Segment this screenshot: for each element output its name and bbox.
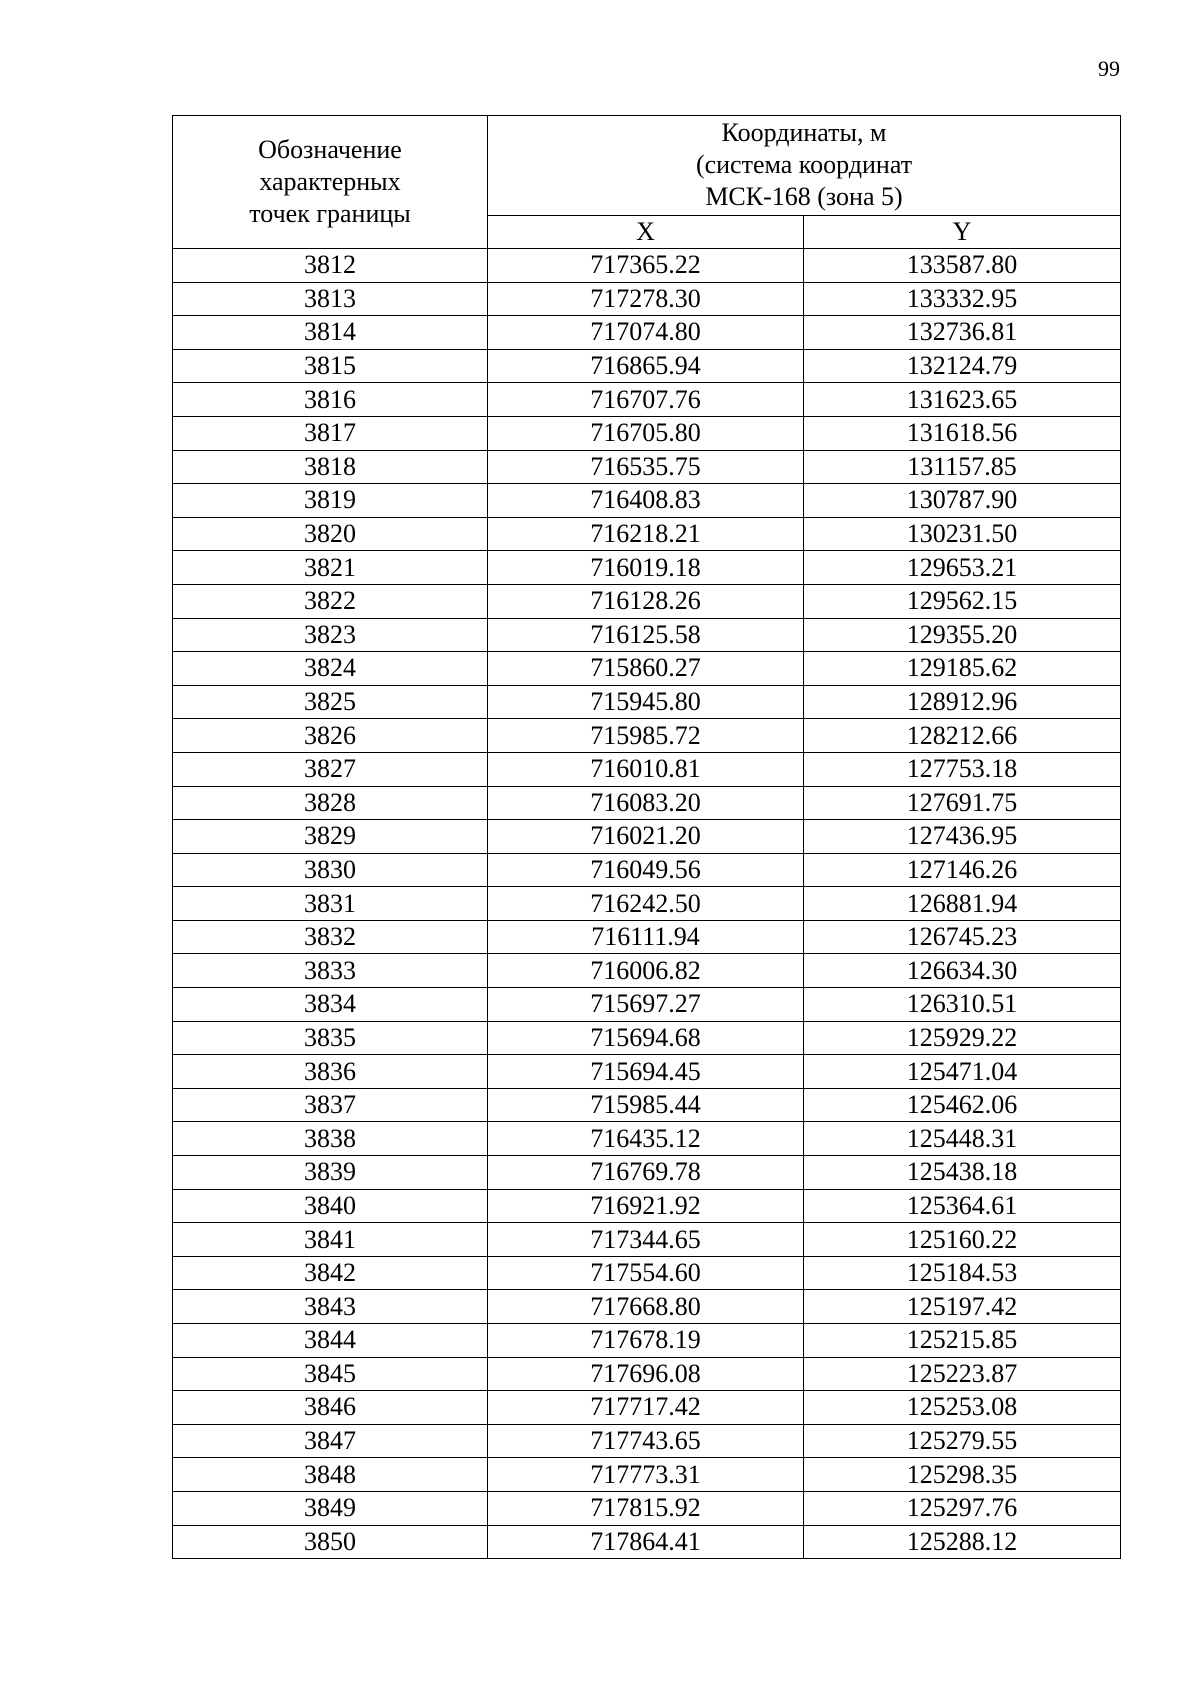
cell-x: 716218.21 bbox=[488, 517, 804, 551]
cell-x: 716435.12 bbox=[488, 1122, 804, 1156]
table-row bbox=[173, 786, 1121, 820]
cell-point: 3845 bbox=[173, 1357, 488, 1391]
cell-y: 125929.22 bbox=[804, 1021, 1121, 1055]
table-row bbox=[173, 1021, 1121, 1055]
cell-point: 3846 bbox=[173, 1391, 488, 1425]
cell-point: 3832 bbox=[173, 920, 488, 954]
cell-y: 125448.31 bbox=[804, 1122, 1121, 1156]
cell-point: 3816 bbox=[173, 383, 488, 417]
table-row bbox=[173, 551, 1121, 585]
cell-x: 715694.68 bbox=[488, 1021, 804, 1055]
cell-x: 717678.19 bbox=[488, 1324, 804, 1358]
table-row bbox=[173, 1088, 1121, 1122]
table-row bbox=[173, 685, 1121, 719]
cell-point: 3815 bbox=[173, 349, 488, 383]
table-row bbox=[173, 1055, 1121, 1089]
cell-x: 717344.65 bbox=[488, 1223, 804, 1257]
cell-x: 715985.44 bbox=[488, 1088, 804, 1122]
cell-x: 717696.08 bbox=[488, 1357, 804, 1391]
cell-x: 717668.80 bbox=[488, 1290, 804, 1324]
cell-point: 3849 bbox=[173, 1491, 488, 1525]
table-row bbox=[173, 752, 1121, 786]
table-row bbox=[173, 1156, 1121, 1190]
cell-x: 716865.94 bbox=[488, 349, 804, 383]
cell-y: 125184.53 bbox=[804, 1256, 1121, 1290]
cell-point: 3836 bbox=[173, 1055, 488, 1089]
table-row bbox=[173, 820, 1121, 854]
cell-y: 131618.56 bbox=[804, 416, 1121, 450]
cell-y: 129562.15 bbox=[804, 584, 1121, 618]
cell-y: 133332.95 bbox=[804, 282, 1121, 316]
cell-x: 716408.83 bbox=[488, 484, 804, 518]
cell-point: 3825 bbox=[173, 685, 488, 719]
cell-point: 3819 bbox=[173, 484, 488, 518]
table-header bbox=[173, 116, 1121, 249]
cell-y: 127436.95 bbox=[804, 820, 1121, 854]
table-row bbox=[173, 316, 1121, 350]
table-row bbox=[173, 920, 1121, 954]
cell-x: 717717.42 bbox=[488, 1391, 804, 1425]
cell-y: 125288.12 bbox=[804, 1525, 1121, 1559]
cell-point: 3841 bbox=[173, 1223, 488, 1257]
header-coords-line-2: (система координат bbox=[695, 150, 913, 180]
cell-x: 716021.20 bbox=[488, 820, 804, 854]
cell-x: 717743.65 bbox=[488, 1424, 804, 1458]
cell-point: 3814 bbox=[173, 316, 488, 350]
cell-point: 3847 bbox=[173, 1424, 488, 1458]
table-row bbox=[173, 282, 1121, 316]
table-row bbox=[173, 1491, 1121, 1525]
cell-x: 715694.45 bbox=[488, 1055, 804, 1089]
table-row bbox=[173, 584, 1121, 618]
cell-x: 716705.80 bbox=[488, 416, 804, 450]
cell-x: 715945.80 bbox=[488, 685, 804, 719]
cell-point: 3823 bbox=[173, 618, 488, 652]
cell-x: 717074.80 bbox=[488, 316, 804, 350]
cell-x: 717278.30 bbox=[488, 282, 804, 316]
cell-x: 716019.18 bbox=[488, 551, 804, 585]
cell-y: 126634.30 bbox=[804, 954, 1121, 988]
table-row bbox=[173, 484, 1121, 518]
cell-point: 3817 bbox=[173, 416, 488, 450]
cell-x: 716242.50 bbox=[488, 887, 804, 921]
cell-point: 3818 bbox=[173, 450, 488, 484]
header-coordinates bbox=[488, 116, 1121, 216]
cell-x: 715985.72 bbox=[488, 719, 804, 753]
cell-y: 129355.20 bbox=[804, 618, 1121, 652]
cell-y: 131623.65 bbox=[804, 383, 1121, 417]
cell-y: 125471.04 bbox=[804, 1055, 1121, 1089]
table-row bbox=[173, 618, 1121, 652]
header-coords-line-1: Координаты, м bbox=[721, 118, 887, 148]
table-row bbox=[173, 1357, 1121, 1391]
cell-point: 3828 bbox=[173, 786, 488, 820]
cell-x: 716125.58 bbox=[488, 618, 804, 652]
table-row bbox=[173, 954, 1121, 988]
table-row bbox=[173, 1223, 1121, 1257]
table-row bbox=[173, 988, 1121, 1022]
cell-x: 716535.75 bbox=[488, 450, 804, 484]
table-row bbox=[173, 719, 1121, 753]
cell-x: 717815.92 bbox=[488, 1491, 804, 1525]
table-row bbox=[173, 1324, 1121, 1358]
cell-y: 129653.21 bbox=[804, 551, 1121, 585]
table-row bbox=[173, 1525, 1121, 1559]
cell-y: 133587.80 bbox=[804, 249, 1121, 283]
header-coords-line-3: МСК-168 (зона 5) bbox=[705, 182, 903, 212]
cell-point: 3822 bbox=[173, 584, 488, 618]
cell-y: 128212.66 bbox=[804, 719, 1121, 753]
cell-y: 129185.62 bbox=[804, 652, 1121, 686]
cell-point: 3827 bbox=[173, 752, 488, 786]
cell-y: 126310.51 bbox=[804, 988, 1121, 1022]
table-row bbox=[173, 853, 1121, 887]
header-designation-line-1: Обозначение bbox=[258, 135, 402, 164]
table-row bbox=[173, 652, 1121, 686]
header-x: X bbox=[488, 215, 804, 248]
cell-y: 125223.87 bbox=[804, 1357, 1121, 1391]
cell-x: 716769.78 bbox=[488, 1156, 804, 1190]
cell-y: 125462.06 bbox=[804, 1088, 1121, 1122]
cell-point: 3844 bbox=[173, 1324, 488, 1358]
coordinates-table bbox=[172, 115, 1121, 1559]
cell-y: 127753.18 bbox=[804, 752, 1121, 786]
cell-y: 126745.23 bbox=[804, 920, 1121, 954]
cell-point: 3830 bbox=[173, 853, 488, 887]
cell-y: 125438.18 bbox=[804, 1156, 1121, 1190]
cell-x: 716010.81 bbox=[488, 752, 804, 786]
cell-y: 125160.22 bbox=[804, 1223, 1121, 1257]
table-row bbox=[173, 416, 1121, 450]
cell-y: 125364.61 bbox=[804, 1189, 1121, 1223]
table-row bbox=[173, 517, 1121, 551]
cell-point: 3829 bbox=[173, 820, 488, 854]
header-point-designation bbox=[173, 116, 488, 249]
cell-y: 125253.08 bbox=[804, 1391, 1121, 1425]
cell-y: 132124.79 bbox=[804, 349, 1121, 383]
cell-point: 3834 bbox=[173, 988, 488, 1022]
table-row bbox=[173, 887, 1121, 921]
cell-x: 715697.27 bbox=[488, 988, 804, 1022]
table-row bbox=[173, 1256, 1121, 1290]
cell-x: 716707.76 bbox=[488, 383, 804, 417]
cell-y: 130231.50 bbox=[804, 517, 1121, 551]
cell-point: 3831 bbox=[173, 887, 488, 921]
cell-y: 125215.85 bbox=[804, 1324, 1121, 1358]
cell-point: 3838 bbox=[173, 1122, 488, 1156]
cell-x: 717365.22 bbox=[488, 249, 804, 283]
cell-x: 717554.60 bbox=[488, 1256, 804, 1290]
cell-point: 3824 bbox=[173, 652, 488, 686]
table-row bbox=[173, 1458, 1121, 1492]
table-row bbox=[173, 1122, 1121, 1156]
cell-x: 716006.82 bbox=[488, 954, 804, 988]
cell-point: 3848 bbox=[173, 1458, 488, 1492]
cell-x: 716128.26 bbox=[488, 584, 804, 618]
table-row bbox=[173, 1391, 1121, 1425]
cell-point: 3842 bbox=[173, 1256, 488, 1290]
cell-point: 3833 bbox=[173, 954, 488, 988]
cell-x: 716921.92 bbox=[488, 1189, 804, 1223]
header-designation-line-2: характерных bbox=[259, 167, 401, 196]
table-row bbox=[173, 450, 1121, 484]
cell-point: 3820 bbox=[173, 517, 488, 551]
cell-point: 3826 bbox=[173, 719, 488, 753]
header-y: Y bbox=[804, 215, 1121, 248]
cell-x: 716049.56 bbox=[488, 853, 804, 887]
cell-y: 125297.76 bbox=[804, 1491, 1121, 1525]
cell-point: 3850 bbox=[173, 1525, 488, 1559]
cell-y: 125279.55 bbox=[804, 1424, 1121, 1458]
header-designation-line-3: точек границы bbox=[249, 199, 411, 228]
table-row bbox=[173, 249, 1121, 283]
table-row bbox=[173, 1424, 1121, 1458]
table-row bbox=[173, 349, 1121, 383]
cell-x: 715860.27 bbox=[488, 652, 804, 686]
cell-y: 128912.96 bbox=[804, 685, 1121, 719]
table-body bbox=[173, 249, 1121, 1559]
cell-point: 3835 bbox=[173, 1021, 488, 1055]
cell-y: 127146.26 bbox=[804, 853, 1121, 887]
cell-y: 131157.85 bbox=[804, 450, 1121, 484]
cell-point: 3837 bbox=[173, 1088, 488, 1122]
cell-x: 716111.94 bbox=[488, 920, 804, 954]
cell-y: 132736.81 bbox=[804, 316, 1121, 350]
cell-x: 716083.20 bbox=[488, 786, 804, 820]
cell-point: 3812 bbox=[173, 249, 488, 283]
cell-y: 127691.75 bbox=[804, 786, 1121, 820]
cell-point: 3821 bbox=[173, 551, 488, 585]
table-row bbox=[173, 1189, 1121, 1223]
cell-point: 3843 bbox=[173, 1290, 488, 1324]
table-row bbox=[173, 383, 1121, 417]
table-row bbox=[173, 1290, 1121, 1324]
cell-y: 125197.42 bbox=[804, 1290, 1121, 1324]
page-number: 99 bbox=[1098, 56, 1120, 81]
cell-x: 717773.31 bbox=[488, 1458, 804, 1492]
cell-point: 3839 bbox=[173, 1156, 488, 1190]
cell-point: 3813 bbox=[173, 282, 488, 316]
cell-x: 717864.41 bbox=[488, 1525, 804, 1559]
cell-y: 125298.35 bbox=[804, 1458, 1121, 1492]
cell-y: 130787.90 bbox=[804, 484, 1121, 518]
cell-point: 3840 bbox=[173, 1189, 488, 1223]
cell-y: 126881.94 bbox=[804, 887, 1121, 921]
